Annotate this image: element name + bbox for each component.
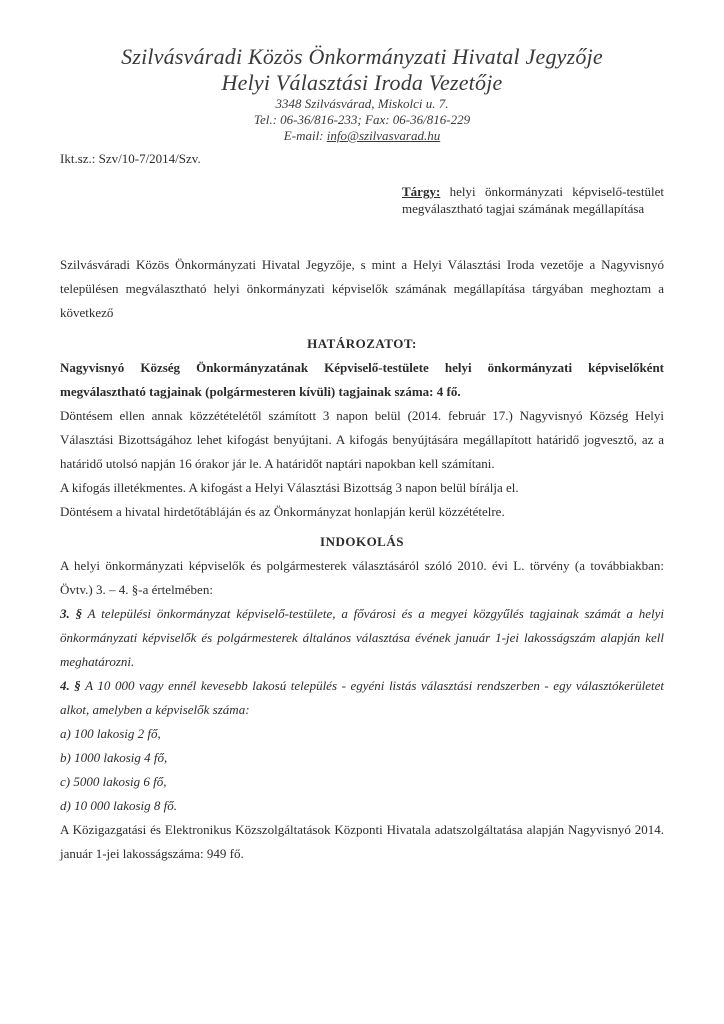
document-body	[60, 253, 664, 866]
appeal-paragraph: Döntésem ellen annak közzétételétől számított 3 napon belül (2014. február 17.) Nagyvisnyó Község Helyi Választási Bizottságához lehet kifogást benyújtani. A kifogás benyújtására megállapított határidő jogvesztő, az a határidő utolsó napján 16 órakor jár le. A határidőt naptári napokban kell számítani.	[60, 408, 664, 471]
section-4-text: A 10 000 vagy ennél kevesebb lakosú település - egyéni listás választási rendszerben - egy választókerületet alkot, amelyben a képviselők száma:	[60, 678, 664, 717]
list-item: c) 5000 lakosig 6 fő,	[60, 774, 167, 789]
list-item: a) 100 lakosig 2 fő,	[60, 726, 161, 741]
letterhead-subtitle: Helyi Választási Iroda Vezetője	[221, 70, 503, 95]
section-3-label: 3. §	[60, 606, 83, 621]
list-item: b) 1000 lakosig 4 fő,	[60, 750, 168, 765]
subject-label: Tárgy:	[402, 184, 441, 199]
reasoning-heading: INDOKOLÁS	[320, 534, 404, 549]
letterhead-title: Szilvásváradi Közös Önkormányzati Hivatal Jegyzője	[121, 44, 603, 69]
publish-paragraph: Döntésem a hivatal hirdetőtábláján és az Önkormányzat honlapján kerül közzétételre.	[60, 504, 505, 519]
intro-paragraph: Szilvásváradi Közös Önkormányzati Hivatal Jegyzője, s mint a Helyi Választási Iroda vezetője a Nagyvisnyó településen megválasztható helyi önkormányzati képviselők számának megállapítása tárgyában meghoztam a következő	[60, 257, 664, 320]
list-item: d) 10 000 lakosig 8 fő.	[60, 798, 177, 813]
letterhead-email	[0, 128, 724, 144]
subject-text: helyi önkormányzati képviselő-testület megválasztható tagjai számának megállapítása	[402, 184, 664, 216]
email-link[interactable]: info@szilvasvarad.hu	[326, 128, 441, 143]
section-4-label: 4. §	[60, 678, 81, 693]
law-intro-paragraph: A helyi önkormányzati képviselők és polgármesterek választásáról szóló 2010. évi L. törvény (a továbbiakban: Övtv.) 3. – 4. §-a értelmében:	[60, 558, 664, 597]
decision-heading: HATÁROZATOT:	[307, 336, 417, 351]
decision-main: Nagyvisnyó Község Önkormányzatának Képviselő-testülete helyi önkormányzati képviselőként megválasztható tagjainak (polgármesteren kívüli) tagjainak száma: 4 fő.	[60, 360, 664, 399]
letterhead-phone-fax: Tel.: 06-36/816-233; Fax: 06-36/816-229	[253, 112, 471, 127]
section-3-text: A települési önkormányzat képviselő-testülete, a fővárosi és a megyei közgyűlés tagjainak számát a helyi önkormányzati képviselők és polgármesterek általános választása évének január 1-jei lakosságszám alapján kell meghatározni.	[60, 606, 665, 669]
email-label: E-mail:	[283, 128, 327, 143]
letterhead-address: 3348 Szilvásvárad, Miskolci u. 7.	[275, 96, 449, 111]
subject-block	[402, 183, 664, 217]
population-paragraph: A Közigazgatási és Elektronikus Közszolgáltatások Központi Hivatala adatszolgáltatása alapján Nagyvisnyó 2014. január 1-jei lakosságszáma: 949 fő.	[60, 822, 664, 861]
section-3-paragraph	[60, 602, 664, 674]
reference-number: Ikt.sz.: Szv/10-7/2014/Szv.	[60, 151, 201, 166]
fee-paragraph: A kifogás illetékmentes. A kifogást a Helyi Választási Bizottság 3 napon belül bírálja el.	[60, 480, 519, 495]
letterhead	[0, 44, 724, 144]
section-4-paragraph	[60, 674, 664, 722]
